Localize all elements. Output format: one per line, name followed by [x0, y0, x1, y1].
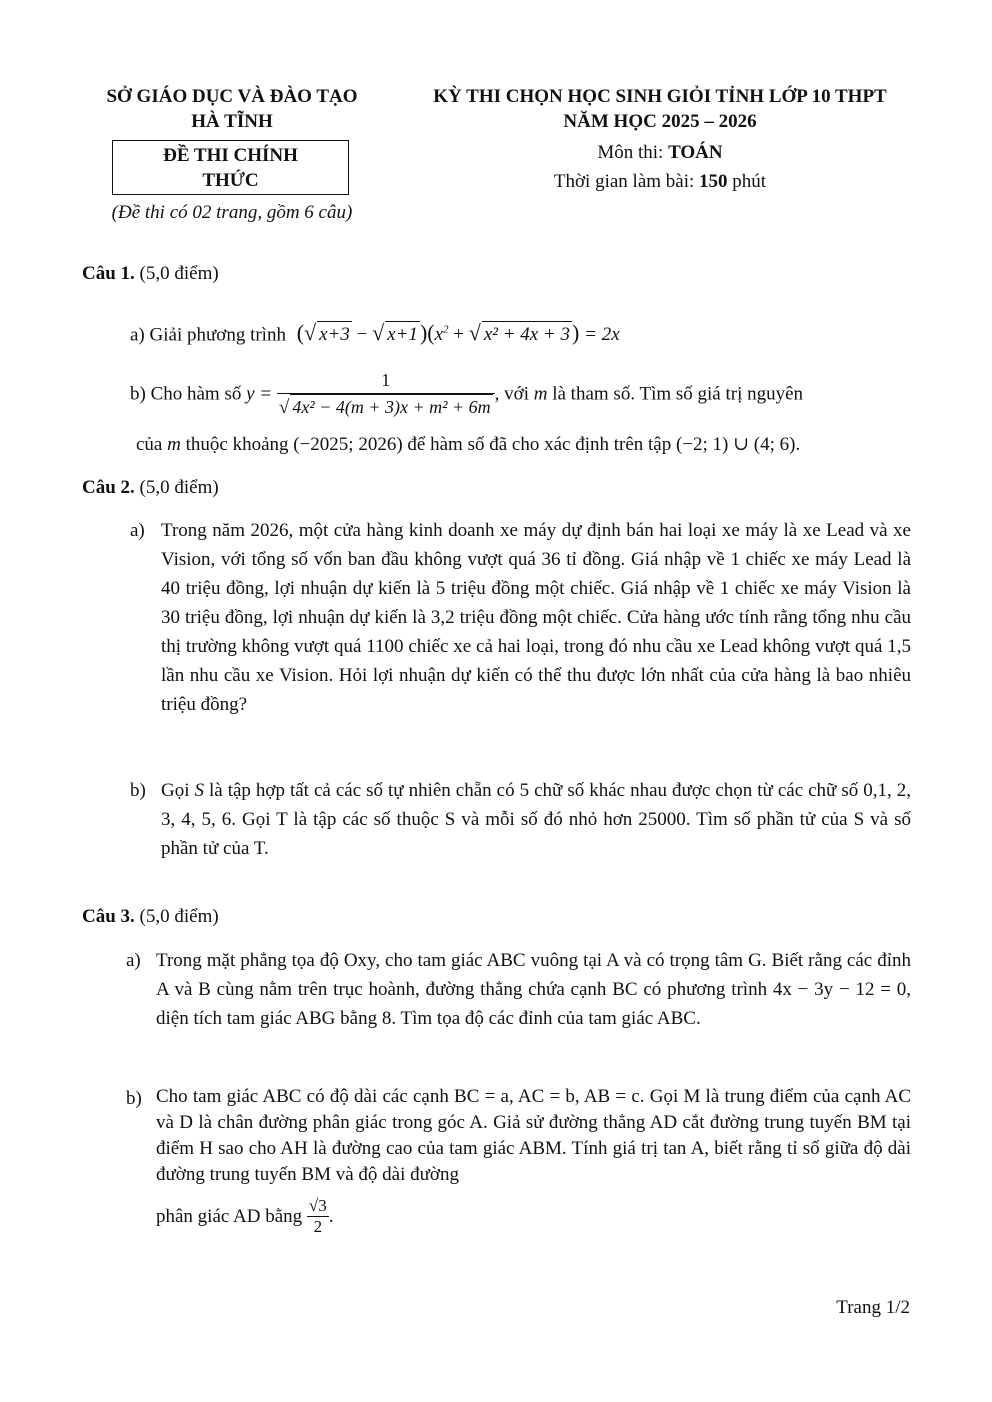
q3b-last-line: phân giác AD bằng $\frac{√3}{2}$ .	[156, 1196, 334, 1236]
q3b-last-text: phân giác AD bằng	[156, 1206, 303, 1227]
q1b-line2-b: thuộc khoảng	[185, 434, 289, 455]
q2b-text: Gọi S là tập hợp tất cả các số tự nhiên chẵn có 5 chữ số khác nhau được chọn từ các chữ số 0,1, 2, 3, 4, 5, 6. Gọi T là tập các số thuộc S và mỗi số đó nhỏ hơn 25000. Tìm số phần tử của S và số phần tử của T.	[161, 780, 911, 859]
q1b-line2-a: của	[136, 434, 163, 455]
q1a-sqrt-3: x² + 4x + 3	[482, 321, 572, 347]
q1a-line	[130, 318, 620, 347]
q2a-text: Trong năm 2026, một cửa hàng kinh doanh xe máy dự định bán hai loại xe máy là xe Lead và xe Vision, với tổng số vốn ban đầu không vượt quá 36 tỉ đồng. Giá nhập về 1 chiếc xe máy Lead là 40 triệu đồng, lợi nhuận dự kiến là 5 triệu đồng một chiếc. Giá nhập về 1 chiếc xe máy Vision là 30 triệu đồng, lợi nhuận dự kiến là 3,2 triệu đồng một chiếc. Cửa hàng ước tính rằng tổng nhu cầu thị trường không vượt quá 1100 chiếc xe cả hai loại, trong đó nhu cầu xe Lead không vượt quá 1,5 lần nhu cầu xe Vision. Hỏi lợi nhuận dự kiến có thể thu được lớn nhất của cửa hàng là bao nhiêu triệu đồng?	[161, 520, 911, 715]
q1b-fraction: $\frac{1}{\text{√ 4x² − 4(m + 3)x + m² + 6m}}$	[277, 368, 495, 420]
q3a-text: Trong mặt phẳng tọa độ Oxy, cho tam giác ABC vuông tại A và có trọng tâm G. Biết rằng các đỉnh A và B cùng nằm trên trục hoành, đường thẳng chứa cạnh BC có phương trình 4x − 3y − 12 = 0, diện tích tam giác ABG bằng 8. Tìm tọa độ các đỉnh của tam giác ABC.	[156, 950, 911, 1029]
q1b-text-2: , với	[494, 383, 529, 405]
time-unit: phút	[727, 171, 767, 192]
subject-label: Môn thi:	[597, 142, 669, 163]
time-value: 150	[699, 171, 728, 192]
q2-title: Câu 2.	[82, 477, 135, 498]
q2-points: (5,0 điểm)	[134, 477, 219, 498]
official-line-2: THỨC	[202, 170, 259, 191]
q1-title: Câu 1.	[82, 263, 135, 284]
dept-line-2: HÀ TĨNH	[191, 111, 273, 132]
q3-points: (5,0 điểm)	[134, 906, 219, 927]
exam-note: (Đề thi có 02 trang, gồm 6 câu)	[111, 202, 353, 223]
q1b-text-3: là tham số. Tìm số giá trị nguyên	[552, 383, 804, 405]
subject-value: TOÁN	[668, 142, 723, 163]
page-number: Trang 1/2	[836, 1297, 910, 1318]
q2a-label: a)	[130, 520, 145, 541]
exam-title-line-2: NĂM HỌC 2025 – 2026	[563, 111, 757, 132]
exam-title-line-1: KỲ THI CHỌN HỌC SINH GIỎI TỈNH LỚP 10 THPT	[433, 86, 887, 107]
q1b-line2-c: để hàm số đã cho xác định trên tập	[407, 434, 672, 455]
official-exam-box	[112, 140, 349, 195]
q1a-sqrt-1: x+3	[317, 321, 352, 347]
q2b-label: b)	[130, 780, 146, 801]
time-line	[390, 169, 930, 194]
q2b-text-1: Gọi	[161, 780, 190, 801]
dept-line-1: SỞ GIÁO DỤC VÀ ĐÀO TẠO	[106, 86, 358, 107]
dept-name	[82, 84, 382, 134]
q1b-interval: (−2025; 2026)	[293, 434, 403, 455]
q1b-set: (−2; 1) ∪ (4; 6).	[675, 434, 801, 455]
q1b-numerator: 1	[277, 368, 495, 394]
q3b-text: Cho tam giác ABC có độ dài các cạnh BC = a, AC = b, AB = c. Gọi M là trung điểm của cạnh AC và D là chân đường phân giác trong góc A. Giả sử đường thẳng AD cắt đường trung tuyến BM tại điểm H sao cho AH là đường cao của tam giác ABM. Tính giá trị tan A, biết rằng tỉ số giữa độ dài đường trung tuyến BM và độ dài đường	[156, 1086, 911, 1185]
q1a-sqrt-2: x+1	[385, 321, 420, 347]
q3a-label: a)	[126, 950, 141, 971]
q3b-frac-den: 2	[313, 1217, 323, 1236]
official-line-1: ĐỀ THI CHÍNH	[163, 145, 298, 166]
subject-line	[390, 140, 930, 165]
q3b-label: b)	[126, 1088, 142, 1109]
q3b-frac-num: √3	[308, 1196, 327, 1215]
q1a-equation: (√ x+3 − √ $x+1)(x^2$ + √ x² + 4x + 3) = 2x	[296, 320, 620, 346]
exam-title	[390, 84, 930, 134]
q1a-rhs: = 2x	[584, 324, 620, 346]
q1-points: (5,0 điểm)	[134, 263, 219, 284]
q2-heading	[82, 477, 219, 499]
q1b-line-1: b) Cho hàm số y = $\frac{1}{\text{√ 4x² − 4(m + 3)x + m² + 6m}}$ , với m là tham số. Tìm số giá trị nguyên	[130, 370, 804, 418]
q1b-denominator: 4x² − 4(m + 3)x + m² + 6m	[290, 394, 492, 420]
q2b-text-2: là tập hợp tất cả các số tự nhiên chẵn có 5 chữ số khác nhau được chọn từ các chữ số 0,1, 2, 3, 4, 5, 6. Gọi T là tập các số thuộc S và mỗi số đó nhỏ hơn 25000. Tìm số phần tử của S và số phần tử của T.	[161, 780, 911, 859]
q1a-text: a) Giải phương trình	[130, 324, 286, 346]
time-label: Thời gian làm bài:	[553, 171, 700, 192]
q1-heading	[82, 263, 219, 285]
q3b-fraction	[307, 1196, 329, 1237]
q3-title: Câu 3.	[82, 906, 135, 927]
q1b-text-1: b) Cho hàm số	[130, 383, 242, 405]
q3-heading	[82, 906, 219, 928]
q1b-line-2: của m thuộc khoảng (−2025; 2026) để hàm số đã cho xác định trên tập (−2; 1) ∪ (4; 6).	[136, 434, 801, 455]
